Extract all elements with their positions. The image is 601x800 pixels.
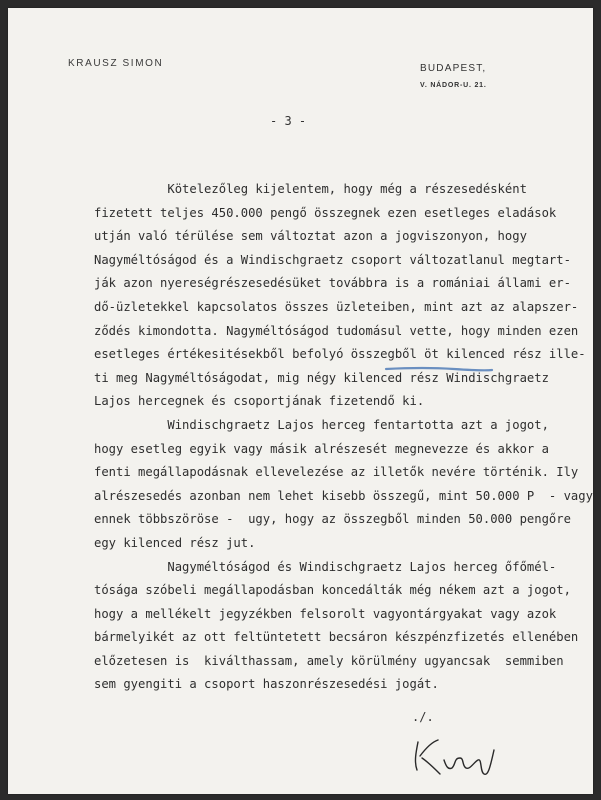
- text-line: sem gyengiti a csoport haszonrészesedési jogát.: [94, 677, 439, 692]
- page-number: - 3 -: [270, 114, 307, 128]
- letterhead-name: KRAUSZ SIMON: [68, 58, 164, 69]
- text-line: Kötelezőleg kijelentem, hogy még a részesedésként: [94, 182, 527, 196]
- text-line: ják azon nyereségrészesedésüket továbbra is a romániai állami er-: [94, 276, 571, 291]
- text-line: hogy a mellékelt jegyzékben felsorolt vagyontárgyakat vagy azok: [94, 606, 557, 621]
- letterhead-city: BUDAPEST,: [420, 63, 487, 74]
- text-line: esetleges értékesitésekből befolyó összegből öt kilenced rész ille-: [94, 347, 586, 362]
- text-line: utján való térülése sem változtat azon a jogviszonyon, hogy: [94, 229, 527, 244]
- text-line: Lajos hercegnek és csoportjának fizetendő ki.: [94, 394, 425, 409]
- text-line: bármelyikét az ott feltüntetett becsáron készpénzfizetés ellenében: [94, 630, 579, 645]
- text-line: alrészesedés azonban nem lehet kisebb összegű, mint 50.000 P - vagy: [94, 488, 593, 503]
- text-line: Nagyméltóságod és Windischgraetz Lajos herceg őfőmél-: [94, 559, 557, 574]
- text-line: Nagyméltóságod és a Windischgraetz csoport változatlanul megtart-: [94, 252, 571, 267]
- text-line: ti meg Nagyméltóságodat, mig négy kilenced rész Windischgraetz: [94, 370, 549, 385]
- handwritten-signature: [408, 730, 508, 784]
- text-line: ződés kimondotta. Nagyméltóságod tudomásul vette, hogy minden ezen: [94, 323, 579, 338]
- text-line-underlined: [94, 343, 593, 367]
- text-line: Windischgraetz Lajos herceg fentartotta azt a jogot,: [94, 417, 549, 432]
- text-line: előzetesen is kiválthassam, amely körülmény ugyancsak semmiben: [94, 653, 564, 668]
- text-line: hogy esetleg egyik vagy másik alrészesét megnevezze és akkor a: [94, 441, 549, 456]
- text-line: dő-üzletekkel kapcsolatos összes üzleteiben, mint azt az alapszer-: [94, 299, 579, 314]
- text-line: fizetett teljes 450.000 pengő összegnek ezen esetleges eladások: [94, 205, 557, 220]
- pencil-underline-mark: [384, 364, 494, 374]
- text-line: tósága szóbeli megállapodásban koncedálták még nékem azt a jogot,: [94, 583, 571, 598]
- text-line: ennek többszöröse - ugy, hogy az összegből minden 50.000 pengőre: [94, 512, 571, 527]
- letterhead-street: V. NÁDOR-U. 21.: [420, 82, 487, 89]
- text-line: fenti megállapodásnak ellevelezése az illetők nevére történik. Ily: [94, 465, 579, 480]
- text-line: egy kilenced rész jut.: [94, 535, 256, 550]
- letter-page: [8, 8, 593, 794]
- closing-mark: ./.: [412, 710, 434, 724]
- letter-body: [94, 178, 593, 697]
